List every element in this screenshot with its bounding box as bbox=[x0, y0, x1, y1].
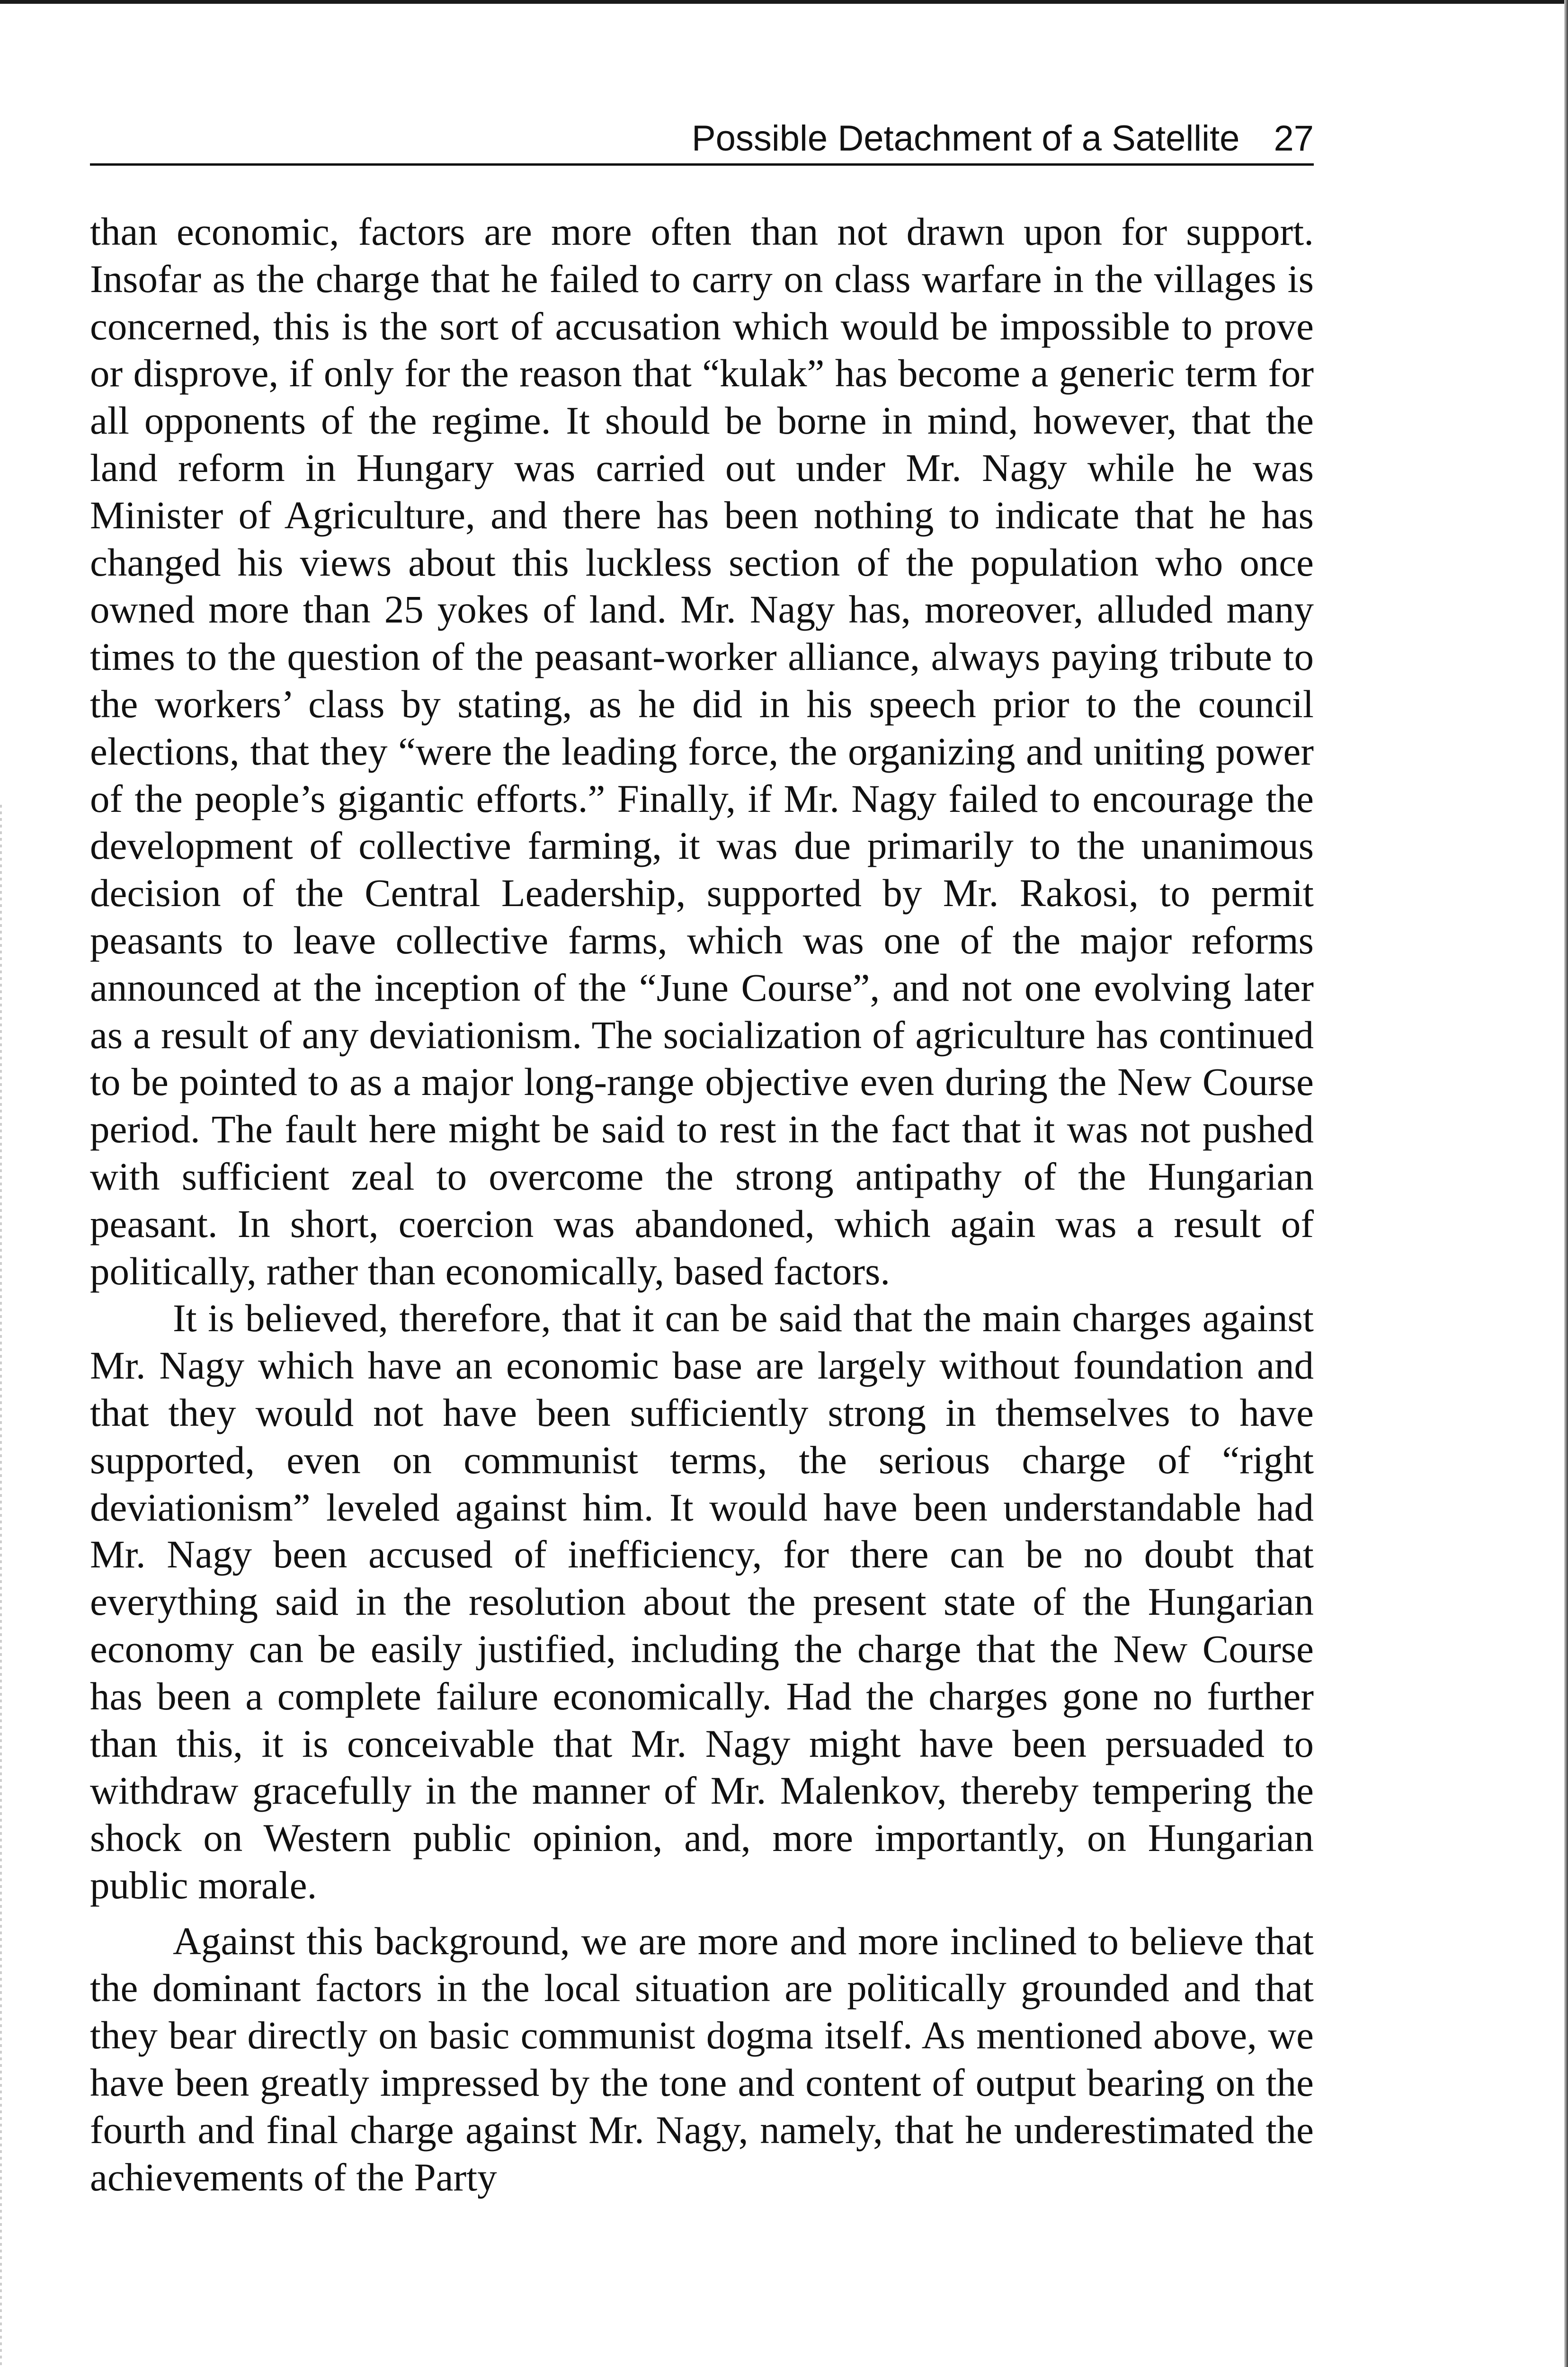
page-header bbox=[90, 114, 1314, 166]
scan-right-edge bbox=[1564, 0, 1568, 2367]
paragraph-economic-charges: It is believed, therefore, that it can be said that the main charges against Mr. Nagy which have an economic base are largely without foundation and that they would not have been sufficiently strong in themselves to have supported, even on communist terms, the serious charge of “right deviationism” leveled against him. It would have been understandable had Mr. Nagy been accused of inefficiency, for there can be no doubt that everything said in the resolution about the present state of the Hungarian economy can be easily justified, including the charge that the New Course has been a complete failure economically. Had the charges gone no further than this, it is conceivable that Mr. Nagy might have been persuaded to withdraw gracefully in the manner of Mr. Malenkov, thereby tempering the shock on Western public opinion, and, more importantly, on Hungarian public morale. bbox=[90, 1296, 1314, 1907]
page-number: 27 bbox=[1274, 118, 1314, 159]
paragraph-political-factors: Against this background, we are more and more inclined to believe that the dominant factors in the local situation are politically grounded and that they bear directly on basic communist dogma itself. As mentioned above, we have been greatly impressed by the tone and content of output bearing on the fourth and final charge against Mr. Nagy, namely, that he underestimated the achievements of the Party bbox=[90, 1919, 1314, 2199]
text-body bbox=[90, 208, 1314, 2201]
scan-left-edge bbox=[0, 805, 2, 2367]
running-title: Possible Detachment of a Satellite bbox=[691, 118, 1240, 159]
paragraph-continued: than economic, factors are more often than not drawn upon for support. Insofar as the charge that he failed to carry on class warfare in the villages is concerned, this is the sort of accusation which would be impossible to prove or disprove, if only for the reason that “kulak” has become a generic term for all opponents of the regime. It should be borne in mind, however, that the land reform in Hungary was carried out under Mr. Nagy while he was Minister of Agriculture, and there has been nothing to indicate that he has changed his views about this luckless section of the population who once owned more than 25 yokes of land. Mr. Nagy has, moreover, alluded many times to the question of the peasant-worker alliance, always paying tribute to the workers’ class by stating, as he did in his speech prior to the council elections, that they “were the leading force, the organizing and uniting power of the people’s gigantic efforts.” Finally, if Mr. Nagy failed to encourage the development of collective farming, it was due primarily to the unanimous decision of the Central Leadership, supported by Mr. Rakosi, to permit peasants to leave collective farms, which was one of the major reforms announced at the inception of the “June Course”, and not one evolving later as a result of any deviationism. The socialization of agriculture has continued to be pointed to as a major long-range objective even during the New Course period. The fault here might be said to rest in the fact that it was not pushed with sufficient zeal to overcome the strong antipathy of the Hungarian peasant. In short, coercion was abandoned, which again was a result of politically, rather than economically, based factors. bbox=[90, 210, 1314, 1293]
scan-top-edge bbox=[0, 0, 1568, 4]
